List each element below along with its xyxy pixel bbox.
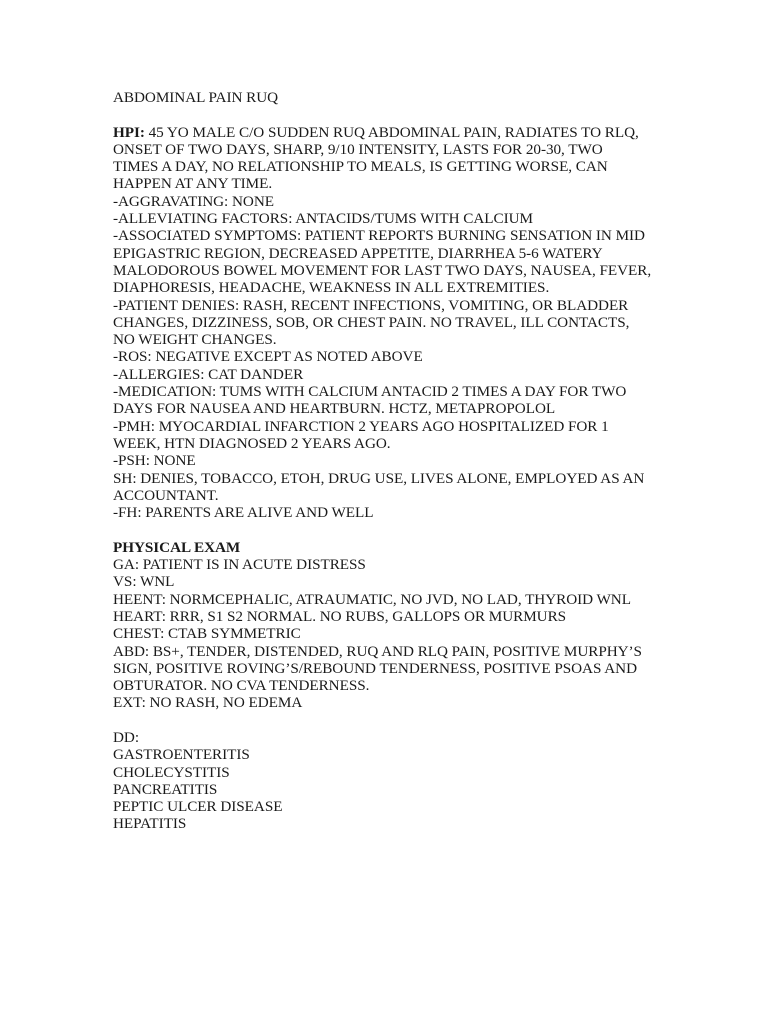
dd-item: PEPTIC ULCER DISEASE	[113, 798, 283, 816]
hpi-line: DIAPHORESIS, HEADACHE, WEAKNESS IN ALL EXTREMITIES.	[113, 279, 550, 297]
hpi-line: -ASSOCIATED SYMPTOMS: PATIENT REPORTS BURNING SENSATION IN MID	[113, 227, 645, 245]
dd-heading: DD:	[113, 728, 140, 746]
physical-exam-line: VS: WNL	[113, 573, 175, 591]
hpi-line: -PSH: NONE	[113, 452, 196, 470]
hpi-line: ONSET OF TWO DAYS, SHARP, 9/10 INTENSITY, LASTS FOR 20-30, TWO	[113, 140, 603, 158]
hpi-line: SH: DENIES, TOBACCO, ETOH, DRUG USE, LIVES ALONE, EMPLOYED AS AN	[113, 469, 645, 487]
hpi-line: -ALLERGIES: CAT DANDER	[113, 365, 304, 383]
hpi-line: -ROS: NEGATIVE EXCEPT AS NOTED ABOVE	[113, 348, 423, 366]
hpi-line: -MEDICATION: TUMS WITH CALCIUM ANTACID 2 TIMES A DAY FOR TWO	[113, 383, 627, 401]
hpi-line: -ALLEVIATING FACTORS: ANTACIDS/TUMS WITH CALCIUM	[113, 210, 533, 228]
dd-items	[113, 746, 658, 832]
blank-line	[113, 712, 658, 729]
hpi-line: HAPPEN AT ANY TIME.	[113, 175, 273, 193]
dd-item: CHOLECYSTITIS	[113, 763, 230, 781]
hpi-first-line-text: 45 YO MALE C/O SUDDEN RUQ ABDOMINAL PAIN, RADIATES TO RLQ,	[144, 123, 639, 141]
physical-exam-line: SIGN, POSITIVE ROVING’S/REBOUND TENDERNESS, POSITIVE PSOAS AND	[113, 659, 638, 677]
hpi-line: DAYS FOR NAUSEA AND HEARTBURN. HCTZ, METAPROPOLOL	[113, 400, 556, 418]
hpi-line: WEEK, HTN DIAGNOSED 2 YEARS AGO.	[113, 434, 391, 452]
physical-exam-line: HEENT: NORMCEPHALIC, ATRAUMATIC, NO JVD, NO LAD, THYROID WNL	[113, 590, 631, 608]
hpi-line: ACCOUNTANT.	[113, 486, 219, 504]
physical-exam-heading: PHYSICAL EXAM	[113, 538, 241, 556]
physical-exam-lines	[113, 556, 658, 712]
hpi-line: EPIGASTRIC REGION, DECREASED APPETITE, DIARRHEA 5-6 WATERY	[113, 244, 603, 262]
blank-line	[113, 521, 658, 538]
physical-exam-line: OBTURATOR. NO CVA TENDERNESS.	[113, 677, 370, 695]
dd-item: GASTROENTERITIS	[113, 746, 250, 764]
physical-exam-line: EXT: NO RASH, NO EDEMA	[113, 694, 303, 712]
differential-diagnosis-section	[113, 729, 658, 833]
hpi-line: -AGGRAVATING: NONE	[113, 192, 274, 210]
physical-exam-line: CHEST: CTAB SYMMETRIC	[113, 625, 301, 643]
document-page	[113, 89, 658, 833]
dd-item: HEPATITIS	[113, 815, 187, 833]
physical-exam-section	[113, 539, 658, 712]
physical-exam-line: HEART: RRR, S1 S2 NORMAL. NO RUBS, GALLOPS OR MURMURS	[113, 607, 567, 625]
hpi-line: -PATIENT DENIES: RASH, RECENT INFECTIONS, VOMITING, OR BLADDER	[113, 296, 629, 314]
dd-item: PANCREATITIS	[113, 780, 218, 798]
hpi-line: NO WEIGHT CHANGES.	[113, 331, 277, 349]
hpi-line: MALODOROUS BOWEL MOVEMENT FOR LAST TWO DAYS, NAUSEA, FEVER,	[113, 261, 652, 279]
hpi-label: HPI:	[113, 123, 145, 141]
physical-exam-line: ABD: BS+, TENDER, DISTENDED, RUQ AND RLQ PAIN, POSITIVE MURPHY’S	[113, 642, 642, 660]
hpi-section	[113, 124, 658, 522]
hpi-line: -PMH: MYOCARDIAL INFARCTION 2 YEARS AGO HOSPITALIZED FOR 1	[113, 417, 609, 435]
hpi-line: -FH: PARENTS ARE ALIVE AND WELL	[113, 504, 374, 522]
blank-line	[113, 106, 658, 123]
hpi-line: CHANGES, DIZZINESS, SOB, OR CHEST PAIN. NO TRAVEL, ILL CONTACTS,	[113, 313, 630, 331]
hpi-lines	[113, 141, 658, 522]
document-title: ABDOMINAL PAIN RUQ	[113, 89, 279, 106]
hpi-line: TIMES A DAY, NO RELATIONSHIP TO MEALS, IS GETTING WORSE, CAN	[113, 158, 608, 176]
physical-exam-line: GA: PATIENT IS IN ACUTE DISTRESS	[113, 556, 366, 574]
hpi-first-line	[113, 124, 658, 141]
